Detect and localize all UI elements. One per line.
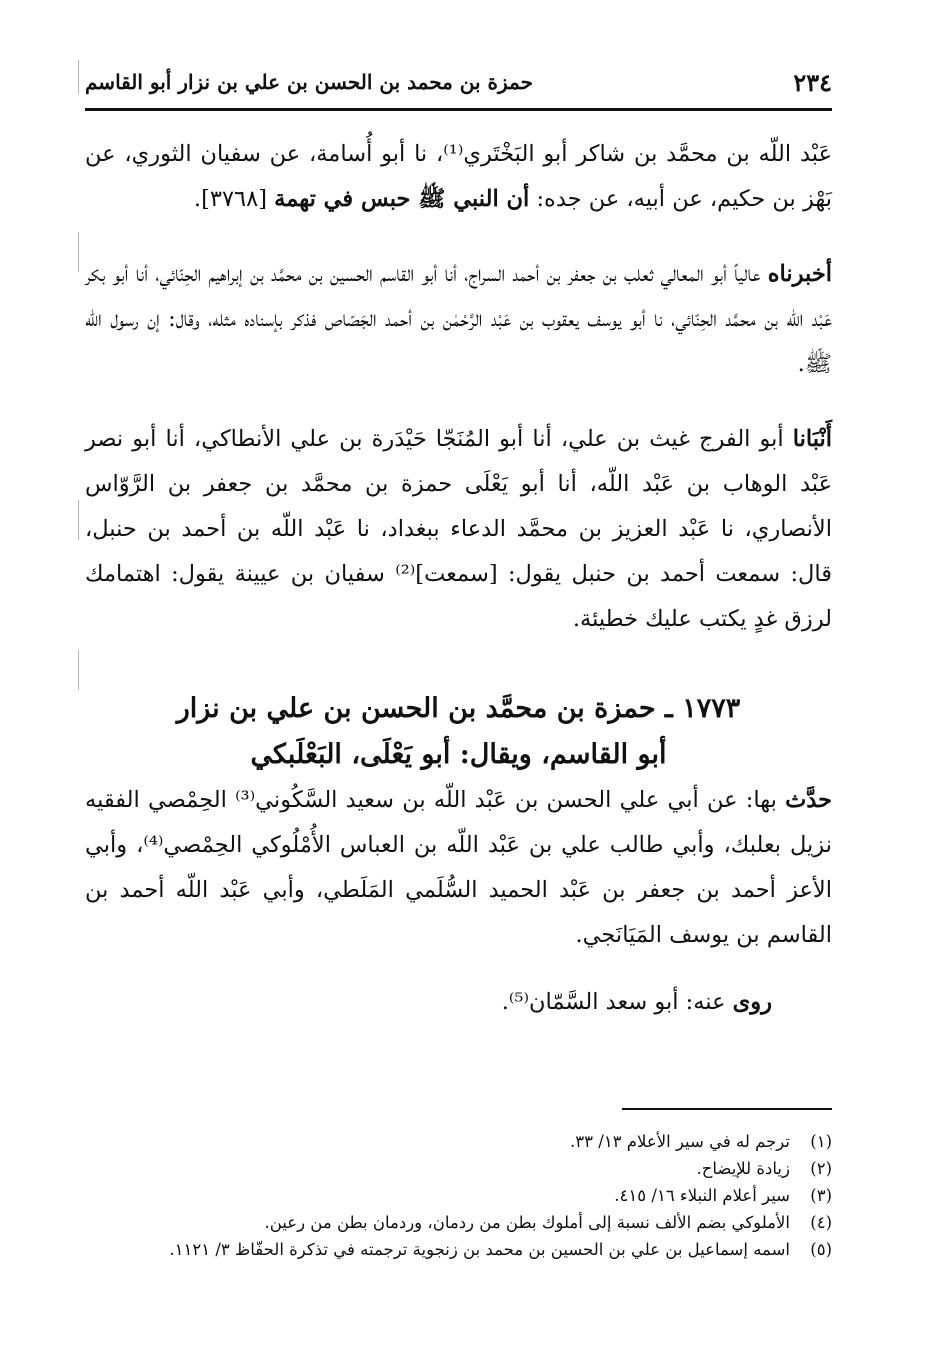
paragraph-5-lead: روى: [732, 989, 772, 1015]
footnote-text: اسمه إسماعيل بن علي بن الحسين بن محمد بن زنجوية ترجمته في تذكرة الحفّاظ ٣/ ١١٢١.: [169, 1240, 790, 1259]
paragraph-1: [85, 132, 832, 222]
paragraph-1-ref: [٣٧٦٨].: [193, 186, 267, 212]
footnote-number: (٥): [810, 1240, 832, 1259]
spacer: [85, 642, 832, 686]
scan-mark: [78, 500, 79, 540]
footnote-text: الأملوكي بضم الألف نسبة إلى أملوك بطن من ردمان، وردمان بطن من رعين.: [264, 1213, 790, 1232]
main-text: [85, 132, 832, 1025]
footnote-item: [85, 1128, 832, 1155]
paragraph-4: [85, 778, 832, 958]
footnote-text: ترجم له في سير الأعلام ١٣/ ٣٣.: [570, 1132, 790, 1151]
spacer: [85, 222, 832, 252]
paragraph-5: [85, 980, 772, 1025]
running-head: [85, 64, 832, 98]
paragraph-3: [85, 417, 832, 642]
paragraph-4-lead: حدَّث: [785, 787, 832, 813]
paragraph-3-text: أبو الفرج غيث بن علي، أنا أبو المُنَجّا حَيْدَرة بن علي الأنطاكي، أنا أبو نصر عَبْد الوهاب بن عَبْد اللّه، أنا أبو يَعْلَى حمزة بن محمَّد بن جعفر بن الرَّوّاس الأنصاري، نا عَبْد العزيز بن محمَّد الدعاء ببغداد، نا عَبْد اللّه بن أحمد بن حنبل، قال: سمعت أحمد بن حنبل يقول: [سمعت]⁽²⁾ سفيان بن عيينة يقول: اهتمامك لرزق غدٍ يكتب عليك خطيئة.: [85, 426, 832, 632]
paragraph-4-text: بها: عن أبي علي الحسن بن عَبْد اللّه بن سعيد السَّكُوني⁽³⁾ الحِمْصي الفقيه نزيل بعلبك، وأبي طالب علي بن عَبْد اللّه بن العباس الأُمْلُوكي الحِمْصي⁽⁴⁾، وأبي الأعز أحمد بن جعفر بن عَبْد الحميد السُّلَمي المَلَطي، وأبي عَبْد اللّه أحمد بن القاسم بن يوسف المَيَانَجي.: [85, 787, 832, 948]
footnote-number: (٤): [810, 1213, 832, 1232]
header-rule: [85, 108, 832, 111]
paragraph-1-emphasis: أن النبي ﷺ حبس في تهمة: [274, 186, 530, 212]
footnote-item: [85, 1182, 832, 1209]
paragraph-2-text: عالياً أبو المعالي ثعلب بن جعفر بن أحمد السراج، أنا أبو القاسم الحسين بن محمَّد بن إبراهيم الحِنّائي، أنا أبو بكر عَبْد اللّه بن محمَّد الحِنّائي، نا أبو يوسف يعقوب بن عَبْد الرَّحْمٰن بن أحمد الجَصّاص فذكر بإسناده مثله، وقال: إن رسول الله ﷺ.: [85, 261, 832, 377]
running-title: حمزة بن محمد بن الحسن بن علي بن نزار أبو القاسم: [85, 70, 533, 94]
footnote-number: (٣): [810, 1186, 832, 1205]
entry-heading-line-2: أبو القاسم، ويقال: أبو يَعْلَى، البَعْلَبكي: [250, 739, 667, 770]
footnote-item: [85, 1155, 832, 1182]
footnote-number: (١): [810, 1132, 832, 1151]
footnote-number: (٢): [810, 1159, 832, 1178]
footnote-text: سير أعلام النبلاء ١٦/ ٤١٥.: [614, 1186, 790, 1205]
paragraph-1-text: عَبْد اللّه بن محمَّد بن شاكر أبو البَخْتَري⁽¹⁾، نا أبو أُسامة، عن سفيان الثوري، عن بَهْز بن حكيم، عن أبيه، عن جده:: [85, 141, 832, 212]
spacer: [85, 387, 832, 417]
entry-heading-line-1: ١٧٧٣ ـ حمزة بن محمَّد بن الحسن بن علي بن نزار: [176, 693, 741, 724]
footnote-item: [85, 1236, 832, 1263]
footnote-item: [85, 1209, 832, 1236]
footnotes: [85, 1128, 832, 1263]
page-number: ٢٣٤: [793, 68, 832, 97]
scan-mark: [78, 650, 79, 690]
footnote-rule: [622, 1108, 832, 1110]
scan-mark: [78, 232, 79, 272]
paragraph-3-lead: أَنْبَانا: [792, 426, 832, 452]
paragraph-2-lead: أخبرناه: [767, 261, 832, 287]
paragraph-5-text: عنه: أبو سعد السَّمّان⁽⁵⁾.: [501, 989, 733, 1015]
footnote-text: زيادة للإيضاح.: [696, 1159, 790, 1178]
paragraph-2: [85, 252, 832, 387]
scan-mark: [78, 60, 79, 94]
